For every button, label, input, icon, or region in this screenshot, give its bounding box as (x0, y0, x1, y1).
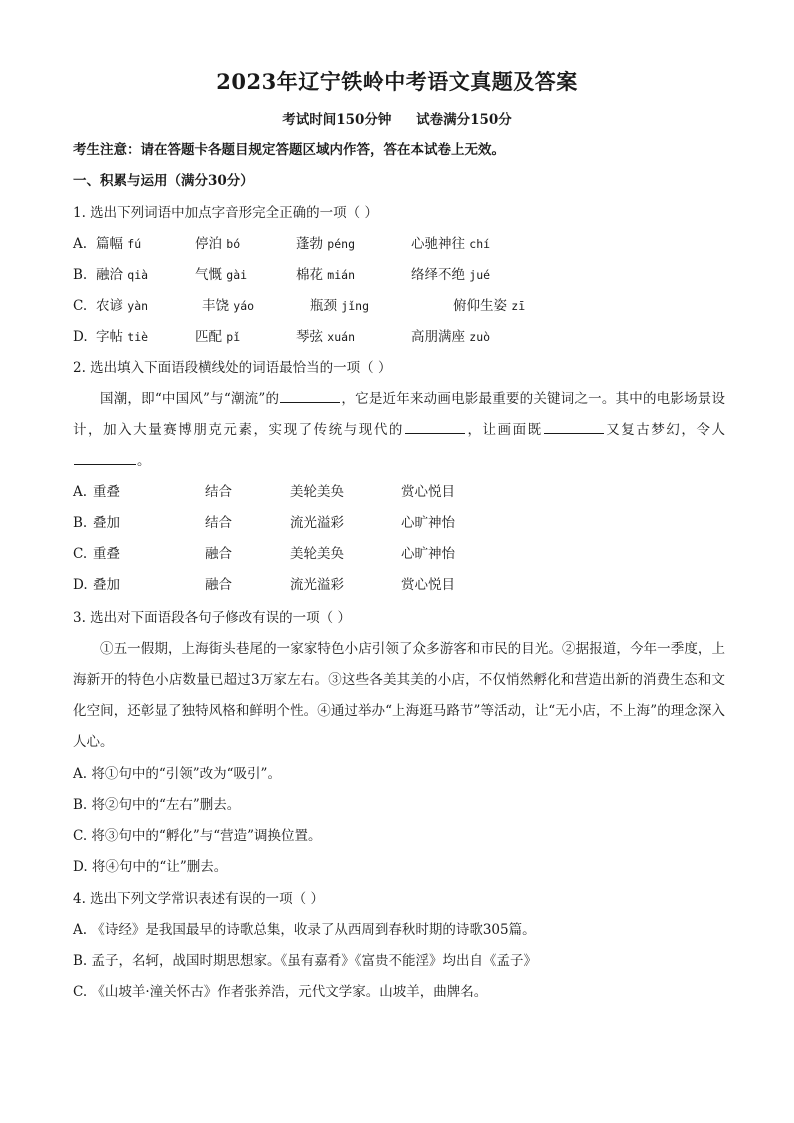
question-3-option-a: A. 将①句中的“引领”改为“吸引”。 (73, 766, 281, 782)
pinyin: péng (327, 237, 355, 251)
pinyin: yáo (233, 299, 255, 313)
question-2-option-word: 融合 (205, 546, 232, 562)
exam-info (0, 108, 794, 128)
question-2-option-word: 美轮美奂 (290, 546, 344, 562)
question-1-option-word (453, 296, 525, 316)
pinyin: zī (511, 299, 526, 313)
question-1-option-word (296, 327, 355, 347)
question-1-option-word (310, 296, 369, 316)
answer-blank (280, 388, 340, 403)
question-2-option-label: D. (73, 577, 88, 593)
pinyin: chí (469, 237, 491, 251)
word: 棉花 (296, 267, 328, 283)
exam-time: 考试时间150分钟 (282, 112, 392, 128)
question-3-option-c: C. 将③句中的“孵化”与“营造”调换位置。 (73, 828, 322, 844)
question-2-passage (73, 384, 725, 477)
passage-text: 国潮，即“中国风”与“潮流”的 (100, 391, 280, 407)
answer-blank (544, 419, 604, 434)
answer-blank (74, 450, 136, 465)
pinyin: xuán (327, 330, 355, 344)
word: 俯仰生姿 (453, 298, 512, 314)
word: 丰饶 (202, 298, 234, 314)
question-1-option-word (96, 265, 148, 285)
question-1-option-word (411, 327, 490, 347)
passage-text: ，让画面既 (465, 422, 543, 438)
question-1-option-word (96, 234, 141, 254)
passage-text: 。 (137, 453, 151, 469)
pinyin: fú (127, 237, 142, 251)
question-2-option-word: 结合 (205, 515, 232, 531)
question-4-option-c: C. 《山坡羊·潼关怀古》作者张养浩，元代文学家。山坡羊，曲牌名。 (73, 984, 488, 1000)
question-1-stem: 1. 选出下列词语中加点字音形完全正确的一项（ ） (73, 205, 378, 221)
question-1-option-label: C. (73, 298, 88, 314)
question-1-option-word (411, 234, 490, 254)
question-2-option-word: 心旷神怡 (401, 546, 455, 562)
question-2-option-word: 重叠 (93, 484, 120, 500)
exam-score: 试卷满分150分 (416, 112, 512, 128)
question-1-option-word (202, 296, 254, 316)
question-2-option-word: 赏心悦目 (401, 577, 455, 593)
pinyin: yàn (127, 299, 149, 313)
word: 瓶颈 (310, 298, 342, 314)
word: 融洽 (96, 267, 128, 283)
pinyin: jué (469, 268, 491, 282)
pinyin: jǐng (341, 299, 369, 313)
question-2-option-word: 融合 (205, 577, 232, 593)
question-4-option-b: B. 孟子，名轲，战国时期思想家。《虽有嘉肴》《富贵不能淫》均出自《孟子》 (73, 953, 538, 969)
word: 字帖 (96, 329, 128, 345)
question-1-option-word (96, 327, 148, 347)
notice: 考生注意：请在答题卡各题目规定答题区域内作答，答在本试卷上无效。 (73, 142, 505, 158)
word: 气慨 (195, 267, 227, 283)
pinyin: tiè (127, 330, 149, 344)
question-1-option-word (195, 265, 247, 285)
question-1-option-word (195, 234, 240, 254)
question-4-option-a: A. 《诗经》是我国最早的诗歌总集，收录了从西周到春秋时期的诗歌305篇。 (73, 922, 536, 938)
word: 心驰神往 (411, 236, 470, 252)
word: 农谚 (96, 298, 128, 314)
question-2-option-label: C. (73, 546, 88, 562)
pinyin: pǐ (226, 330, 241, 344)
question-2-stem: 2. 选出填入下面语段横线处的词语最恰当的一项（ ） (73, 360, 392, 376)
question-1-option-word (411, 265, 490, 285)
question-1-option-word (195, 327, 240, 347)
question-1-option-word (96, 296, 148, 316)
section-heading: 一、积累与运用（满分30分） (73, 173, 254, 189)
question-2-option-word: 叠加 (93, 515, 120, 531)
pinyin: zuò (469, 330, 491, 344)
question-1-option-word (296, 234, 355, 254)
question-3-option-b: B. 将②句中的“左右”删去。 (73, 797, 241, 813)
word: 琴弦 (296, 329, 328, 345)
question-2-option-word: 心旷神怡 (401, 515, 455, 531)
word: 高朋满座 (411, 329, 470, 345)
question-3-option-d: D. 将④句中的“让”删去。 (73, 859, 228, 875)
question-4-stem: 4. 选出下列文学常识表述有误的一项（ ） (73, 891, 324, 907)
question-2-option-label: A. (73, 484, 88, 500)
question-2-option-word: 叠加 (93, 577, 120, 593)
question-3-passage: ①五一假期，上海街头巷尾的一家家特色小店引领了众多游客和市民的目光。②据报道，今年一季度，上海新开的特色小店数量已超过3万家左右。③这些各美其美的小店，不仅悄然孵化和营造出新的消费生态和文化空间，还彰显了独特风格和鲜明个性。④通过举办“上海逛马路节”等活动，让“无小店，不上海”的理念深入人心。 (73, 641, 725, 750)
word: 匹配 (195, 329, 227, 345)
question-2-option-label: B. (73, 515, 88, 531)
question-2-option-word: 结合 (205, 484, 232, 500)
word: 停泊 (195, 236, 227, 252)
page-title: 2023年辽宁铁岭中考语文真题及答案 (216, 69, 578, 94)
pinyin: bó (226, 237, 241, 251)
question-1-option-label: A. (73, 236, 88, 252)
pinyin: qià (127, 268, 149, 282)
question-1-option-label: B. (73, 267, 88, 283)
question-1-option-word (296, 265, 355, 285)
answer-blank (405, 419, 465, 434)
pinyin: mián (327, 268, 355, 282)
passage-text: 又复古梦幻，令人 (604, 422, 726, 438)
question-2-option-word: 重叠 (93, 546, 120, 562)
word: 篇幅 (96, 236, 128, 252)
question-1-option-label: D. (73, 329, 88, 345)
question-2-option-word: 美轮美奂 (290, 484, 344, 500)
question-2-option-word: 流光溢彩 (290, 577, 344, 593)
pinyin: gài (226, 268, 248, 282)
word: 蓬勃 (296, 236, 328, 252)
question-2-option-word: 流光溢彩 (290, 515, 344, 531)
passage-text: ，它是近年来动画电影最重要的关键词之一。其中的电影场景设计，加入大量赛博朋克元素，实现了传统与现代的 (73, 391, 726, 438)
question-3-stem: 3. 选出对下面语段各句子修改有误的一项（ ） (73, 610, 351, 626)
word: 络绎不绝 (411, 267, 470, 283)
question-2-option-word: 赏心悦目 (401, 484, 455, 500)
